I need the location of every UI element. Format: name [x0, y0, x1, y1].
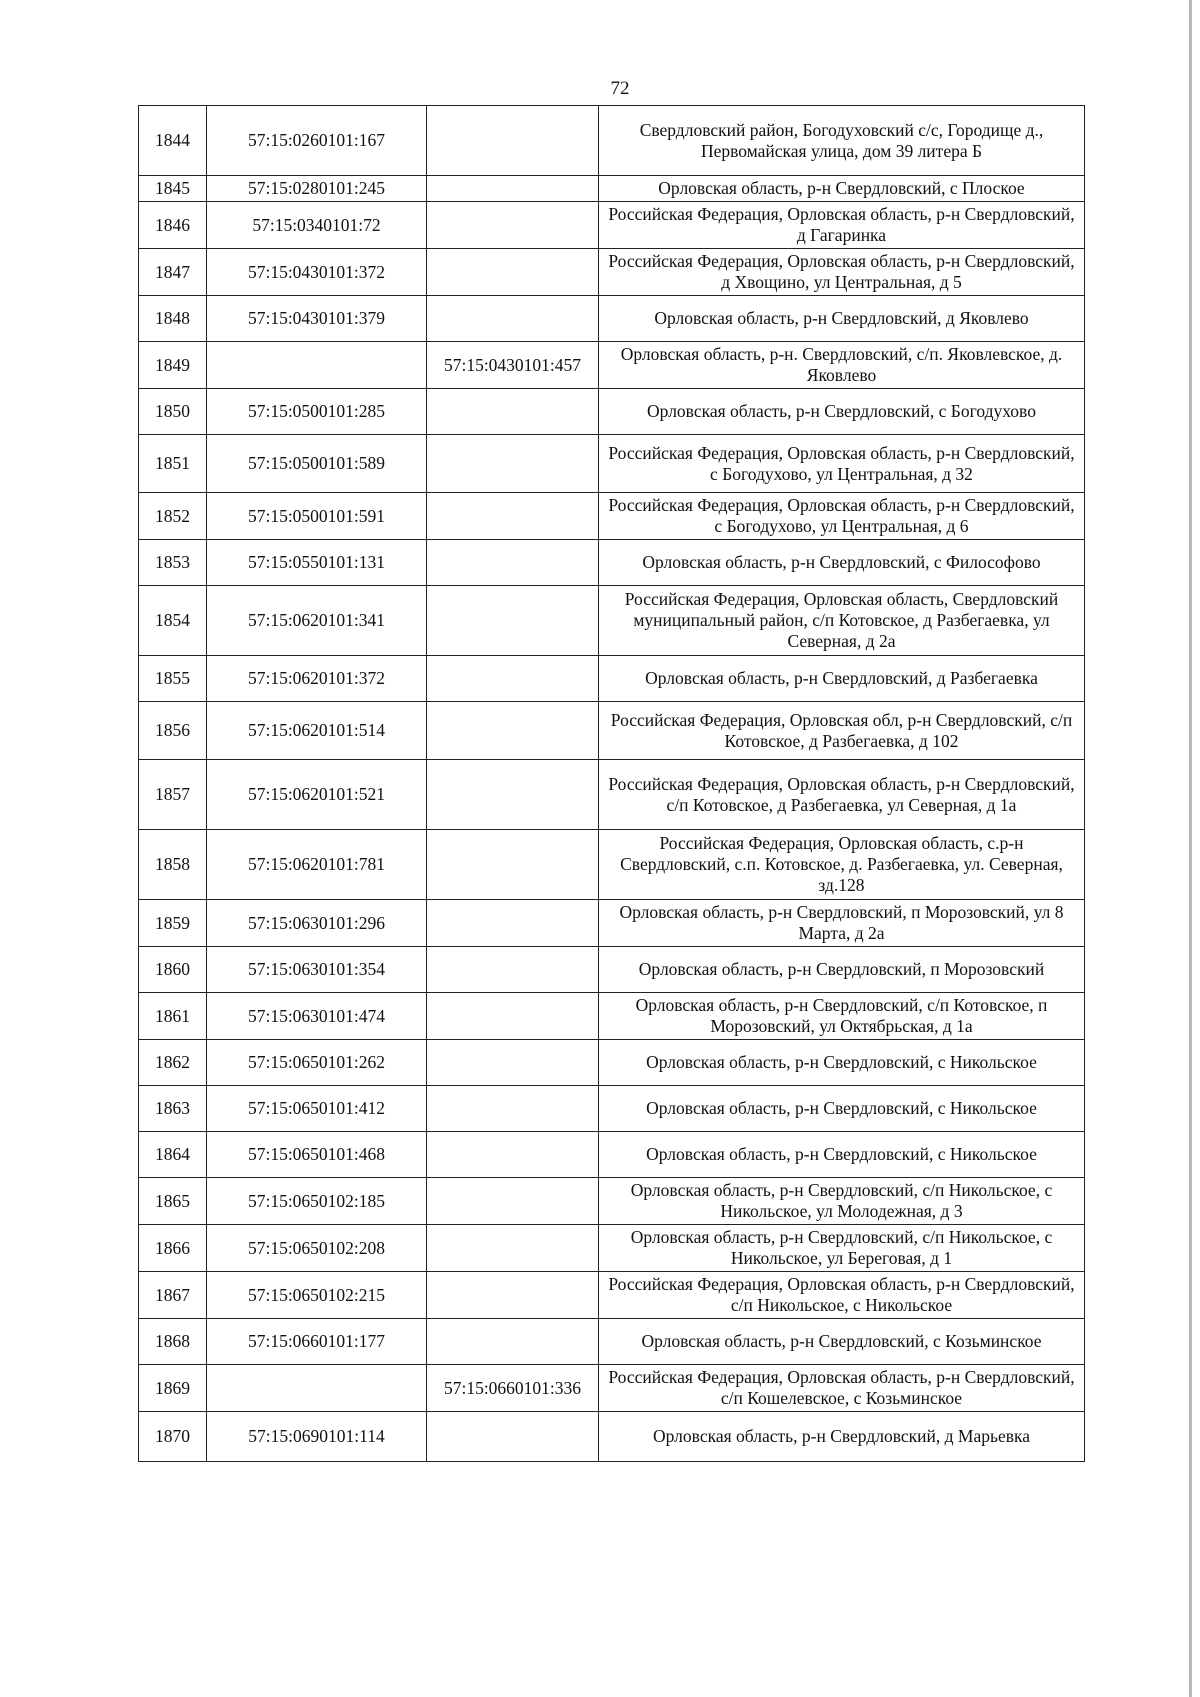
row-number-cell: 1858: [139, 830, 207, 900]
row-number-cell: 1852: [139, 493, 207, 540]
address-cell: Орловская область, р-н Свердловский, д Марьевка: [599, 1412, 1085, 1462]
cadastral-number-alt-cell: [427, 435, 599, 493]
cadastral-number-alt-cell: [427, 1319, 599, 1365]
table-row: [139, 1178, 1085, 1225]
cadastral-number-cell: 57:15:0650102:185: [207, 1178, 427, 1225]
cadastral-number-cell: 57:15:0620101:341: [207, 586, 427, 656]
table-row: [139, 296, 1085, 342]
cadastral-number-alt-cell: [427, 1272, 599, 1319]
address-cell: Орловская область, р-н Свердловский, д Разбегаевка: [599, 656, 1085, 702]
table-row: [139, 586, 1085, 656]
table-row: [139, 176, 1085, 202]
address-cell: Орловская область, р-н Свердловский, с/п Никольское, с Никольское, ул Береговая, д 1: [599, 1225, 1085, 1272]
row-number-cell: 1844: [139, 106, 207, 176]
row-number-cell: 1855: [139, 656, 207, 702]
cadastral-number-cell: 57:15:0650101:468: [207, 1132, 427, 1178]
cadastral-number-alt-cell: [427, 830, 599, 900]
row-number-cell: 1856: [139, 702, 207, 760]
registry-table: [138, 105, 1085, 1462]
cadastral-number-alt-cell: [427, 296, 599, 342]
table-row: [139, 947, 1085, 993]
cadastral-number-cell: 57:15:0500101:285: [207, 389, 427, 435]
address-cell: Российская Федерация, Орловская область, р-н Свердловский, с Богодухово, ул Центральная, д 32: [599, 435, 1085, 493]
cadastral-number-alt-cell: [427, 1040, 599, 1086]
cadastral-number-cell: 57:15:0620101:781: [207, 830, 427, 900]
cadastral-number-alt-cell: [427, 1178, 599, 1225]
address-cell: Орловская область, р-н Свердловский, д Яковлево: [599, 296, 1085, 342]
table-row: [139, 435, 1085, 493]
cadastral-number-cell: 57:15:0620101:521: [207, 760, 427, 830]
address-cell: Орловская область, р-н Свердловский, с/п Котовское, п Морозовский, ул Октябрьская, д 1а: [599, 993, 1085, 1040]
row-number-cell: 1869: [139, 1365, 207, 1412]
address-cell: Орловская область, р-н Свердловский, с Плоское: [599, 176, 1085, 202]
table-row: [139, 1319, 1085, 1365]
table-row: [139, 1412, 1085, 1462]
row-number-cell: 1854: [139, 586, 207, 656]
table-row: [139, 702, 1085, 760]
table-row: [139, 830, 1085, 900]
cadastral-number-cell: 57:15:0650102:208: [207, 1225, 427, 1272]
cadastral-number-alt-cell: [427, 993, 599, 1040]
row-number-cell: 1870: [139, 1412, 207, 1462]
address-cell: Орловская область, р-н Свердловский, с Никольское: [599, 1040, 1085, 1086]
address-cell: Орловская область, р-н Свердловский, с Философово: [599, 540, 1085, 586]
cadastral-number-cell: 57:15:0430101:379: [207, 296, 427, 342]
address-cell: Российская Федерация, Орловская обл, р-н Свердловский, с/п Котовское, д Разбегаевка, д 102: [599, 702, 1085, 760]
cadastral-number-alt-cell: [427, 702, 599, 760]
cadastral-number-alt-cell: [427, 493, 599, 540]
cadastral-number-cell: 57:15:0660101:177: [207, 1319, 427, 1365]
address-cell: Российская Федерация, Орловская область, р-н Свердловский, с Богодухово, ул Центральная, д 6: [599, 493, 1085, 540]
row-number-cell: 1853: [139, 540, 207, 586]
table-row: [139, 342, 1085, 389]
cadastral-number-cell: 57:15:0500101:589: [207, 435, 427, 493]
page-edge: [1189, 0, 1192, 1697]
table-row: [139, 1040, 1085, 1086]
address-cell: Орловская область, р-н Свердловский, с Никольское: [599, 1086, 1085, 1132]
address-cell: Российская Федерация, Орловская область, р-н Свердловский, с/п Никольское, с Никольское: [599, 1272, 1085, 1319]
cadastral-number-cell: 57:15:0550101:131: [207, 540, 427, 586]
address-cell: Российская Федерация, Орловская область, с.р-н Свердловский, с.п. Котовское, д. Разбегаевка, ул. Северная, зд.128: [599, 830, 1085, 900]
cadastral-number-cell: 57:15:0280101:245: [207, 176, 427, 202]
address-cell: Орловская область, р-н Свердловский, с/п Никольское, с Никольское, ул Молодежная, д 3: [599, 1178, 1085, 1225]
cadastral-number-alt-cell: 57:15:0430101:457: [427, 342, 599, 389]
cadastral-number-alt-cell: [427, 249, 599, 296]
table-row: [139, 1086, 1085, 1132]
registry-rows: [139, 106, 1085, 1462]
table-row: [139, 493, 1085, 540]
page-number: 72: [610, 78, 630, 99]
cadastral-number-cell: 57:15:0620101:514: [207, 702, 427, 760]
cadastral-number-cell: 57:15:0650102:215: [207, 1272, 427, 1319]
cadastral-number-alt-cell: [427, 760, 599, 830]
table-row: [139, 249, 1085, 296]
cadastral-number-cell: 57:15:0430101:372: [207, 249, 427, 296]
cadastral-number-cell: 57:15:0260101:167: [207, 106, 427, 176]
cadastral-number-alt-cell: 57:15:0660101:336: [427, 1365, 599, 1412]
table-row: [139, 1132, 1085, 1178]
cadastral-number-cell: 57:15:0690101:114: [207, 1412, 427, 1462]
address-cell: Орловская область, р-н Свердловский, с Богодухово: [599, 389, 1085, 435]
cadastral-number-alt-cell: [427, 1412, 599, 1462]
cadastral-number-alt-cell: [427, 1225, 599, 1272]
cadastral-number-alt-cell: [427, 389, 599, 435]
table-row: [139, 993, 1085, 1040]
table-row: [139, 1225, 1085, 1272]
cadastral-number-alt-cell: [427, 176, 599, 202]
cadastral-number-alt-cell: [427, 586, 599, 656]
cadastral-number-alt-cell: [427, 1086, 599, 1132]
address-cell: Свердловский район, Богодуховский с/с, Городище д., Первомайская улица, дом 39 литера Б: [599, 106, 1085, 176]
row-number-cell: 1849: [139, 342, 207, 389]
table-row: [139, 106, 1085, 176]
cadastral-number-cell: 57:15:0650101:262: [207, 1040, 427, 1086]
table-row: [139, 760, 1085, 830]
row-number-cell: 1867: [139, 1272, 207, 1319]
row-number-cell: 1848: [139, 296, 207, 342]
cadastral-number-cell: 57:15:0340101:72: [207, 202, 427, 249]
table-row: [139, 1272, 1085, 1319]
address-cell: Российская Федерация, Орловская область, р-н Свердловский, с/п Котовское, д Разбегаевка, ул Северная, д 1а: [599, 760, 1085, 830]
row-number-cell: 1859: [139, 900, 207, 947]
cadastral-number-alt-cell: [427, 106, 599, 176]
cadastral-number-cell: 57:15:0650101:412: [207, 1086, 427, 1132]
cadastral-number-cell: 57:15:0620101:372: [207, 656, 427, 702]
cadastral-number-cell: 57:15:0630101:296: [207, 900, 427, 947]
address-cell: Орловская область, р-н. Свердловский, с/п. Яковлевское, д. Яковлево: [599, 342, 1085, 389]
row-number-cell: 1847: [139, 249, 207, 296]
cadastral-number-alt-cell: [427, 656, 599, 702]
address-cell: Орловская область, р-н Свердловский, с Никольское: [599, 1132, 1085, 1178]
address-cell: Орловская область, р-н Свердловский, с Козьминское: [599, 1319, 1085, 1365]
address-cell: Российская Федерация, Орловская область, р-н Свердловский, с/п Кошелевское, с Козьминское: [599, 1365, 1085, 1412]
table-row: [139, 1365, 1085, 1412]
row-number-cell: 1863: [139, 1086, 207, 1132]
address-cell: Российская Федерация, Орловская область, р-н Свердловский, д Хвощино, ул Центральная, д 5: [599, 249, 1085, 296]
row-number-cell: 1846: [139, 202, 207, 249]
row-number-cell: 1850: [139, 389, 207, 435]
cadastral-number-cell: [207, 342, 427, 389]
table-row: [139, 202, 1085, 249]
row-number-cell: 1865: [139, 1178, 207, 1225]
table-row: [139, 540, 1085, 586]
row-number-cell: 1845: [139, 176, 207, 202]
cadastral-number-cell: 57:15:0630101:474: [207, 993, 427, 1040]
address-cell: Российская Федерация, Орловская область, р-н Свердловский, д Гагаринка: [599, 202, 1085, 249]
table-row: [139, 656, 1085, 702]
cadastral-number-cell: 57:15:0500101:591: [207, 493, 427, 540]
cadastral-number-cell: [207, 1365, 427, 1412]
cadastral-number-cell: 57:15:0630101:354: [207, 947, 427, 993]
row-number-cell: 1862: [139, 1040, 207, 1086]
row-number-cell: 1864: [139, 1132, 207, 1178]
address-cell: Российская Федерация, Орловская область, Свердловский муниципальный район, с/п Котовское, д Разбегаевка, ул Северная, д 2а: [599, 586, 1085, 656]
row-number-cell: 1851: [139, 435, 207, 493]
table-row: [139, 389, 1085, 435]
cadastral-number-alt-cell: [427, 900, 599, 947]
row-number-cell: 1860: [139, 947, 207, 993]
cadastral-number-alt-cell: [427, 1132, 599, 1178]
table-row: [139, 900, 1085, 947]
cadastral-number-alt-cell: [427, 202, 599, 249]
address-cell: Орловская область, р-н Свердловский, п Морозовский: [599, 947, 1085, 993]
row-number-cell: 1857: [139, 760, 207, 830]
row-number-cell: 1868: [139, 1319, 207, 1365]
row-number-cell: 1861: [139, 993, 207, 1040]
row-number-cell: 1866: [139, 1225, 207, 1272]
address-cell: Орловская область, р-н Свердловский, п Морозовский, ул 8 Марта, д 2а: [599, 900, 1085, 947]
cadastral-number-alt-cell: [427, 540, 599, 586]
cadastral-number-alt-cell: [427, 947, 599, 993]
